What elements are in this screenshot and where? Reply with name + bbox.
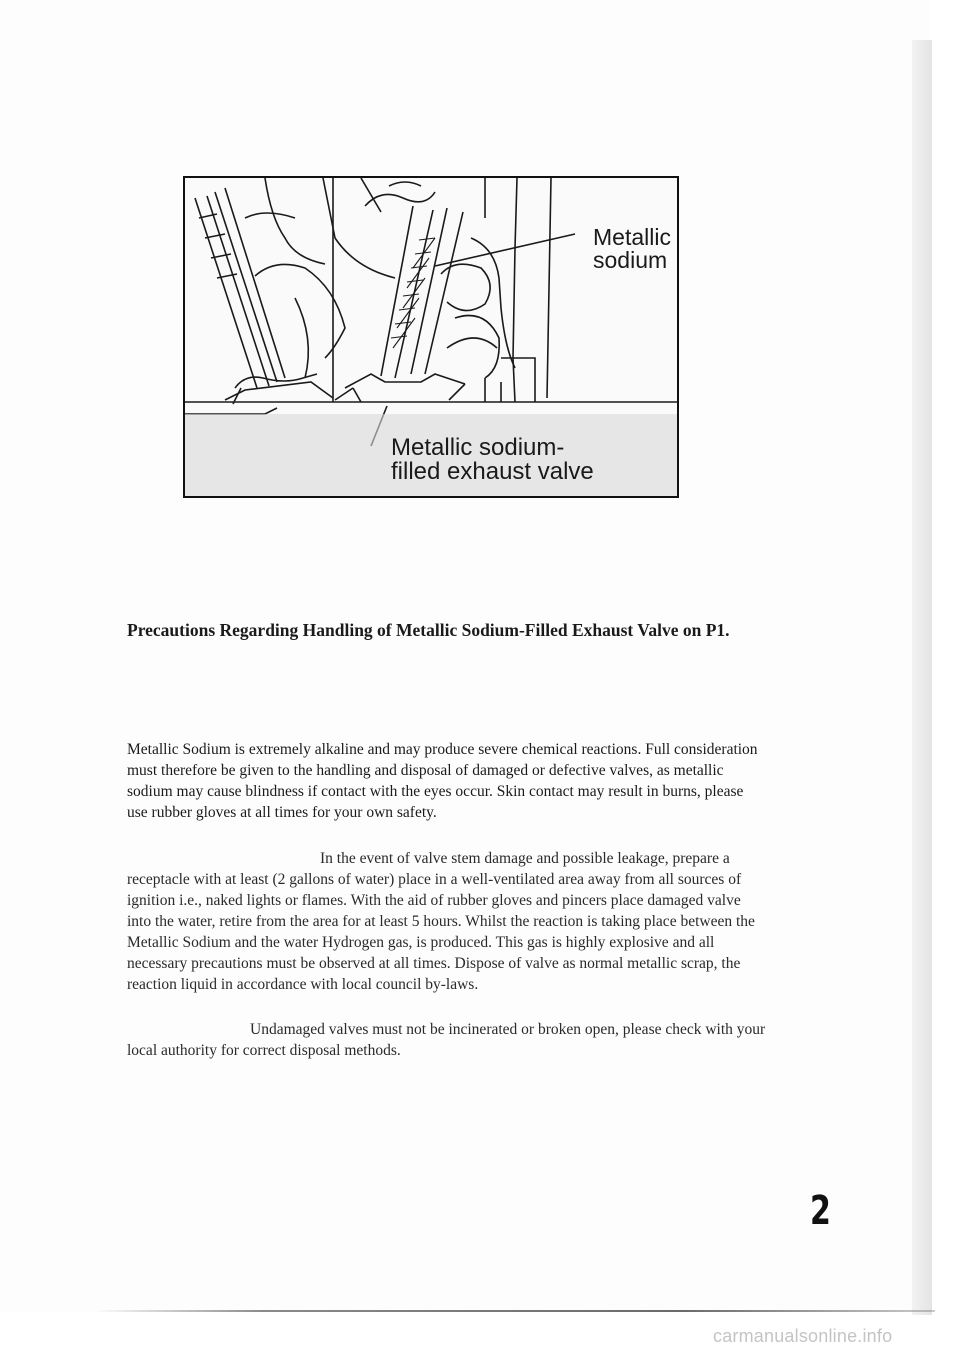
page-edge-shadow bbox=[912, 40, 932, 1315]
paragraph-leakage-procedure: In the event of valve stem damage and possible leakage, prepare a receptacle with at least (2 gallons of water) place in a well-ventilated area away from all sources of ignition i.e., naked lights or flames. With the aid of rubber gloves and pincers place damaged valve into the water, retire from the area for at least 5 hours. Whilst the reaction is taking place between the Metallic Sodium and the water Hydrogen gas, is produced. This gas is highly explosive and all necessary precautions must be observed at all times. Dispose of valve as normal metallic scrap, the reaction liquid in accordance with local council by-laws. bbox=[127, 850, 755, 993]
metallic-sodium-label-line1: Metallic bbox=[593, 224, 671, 250]
valve-diagram bbox=[183, 176, 679, 498]
metallic-sodium-label bbox=[593, 226, 671, 272]
exhaust-valve-label bbox=[391, 436, 594, 484]
section-heading: Precautions Regarding Handling of Metallic Sodium-Filled Exhaust Valve on P1. bbox=[127, 620, 730, 640]
exhaust-valve-label-line2: filled exhaust valve bbox=[391, 458, 594, 485]
page-number: 2 bbox=[810, 1188, 831, 1234]
metallic-sodium-label-line2: sodium bbox=[593, 247, 668, 273]
paragraph-disposal: Undamaged valves must not be incinerated or broken open, please check with your local authority for correct disposal methods. bbox=[127, 1021, 766, 1059]
exhaust-valve-label-line1: Metallic sodium- bbox=[391, 434, 565, 461]
site-watermark: carmanualsonline.info bbox=[713, 1326, 893, 1346]
page-bottom-edge bbox=[95, 1310, 935, 1312]
paragraph-safety-warning: Metallic Sodium is extremely alkaline and may produce severe chemical reactions. Full consideration must therefore be given to the handling and disposal of damaged or defective valves, as metallic sodium may cause blindness if contact with the eyes occur. Skin contact may result in burns, please use rubber gloves at all times for your own safety. bbox=[127, 741, 758, 821]
